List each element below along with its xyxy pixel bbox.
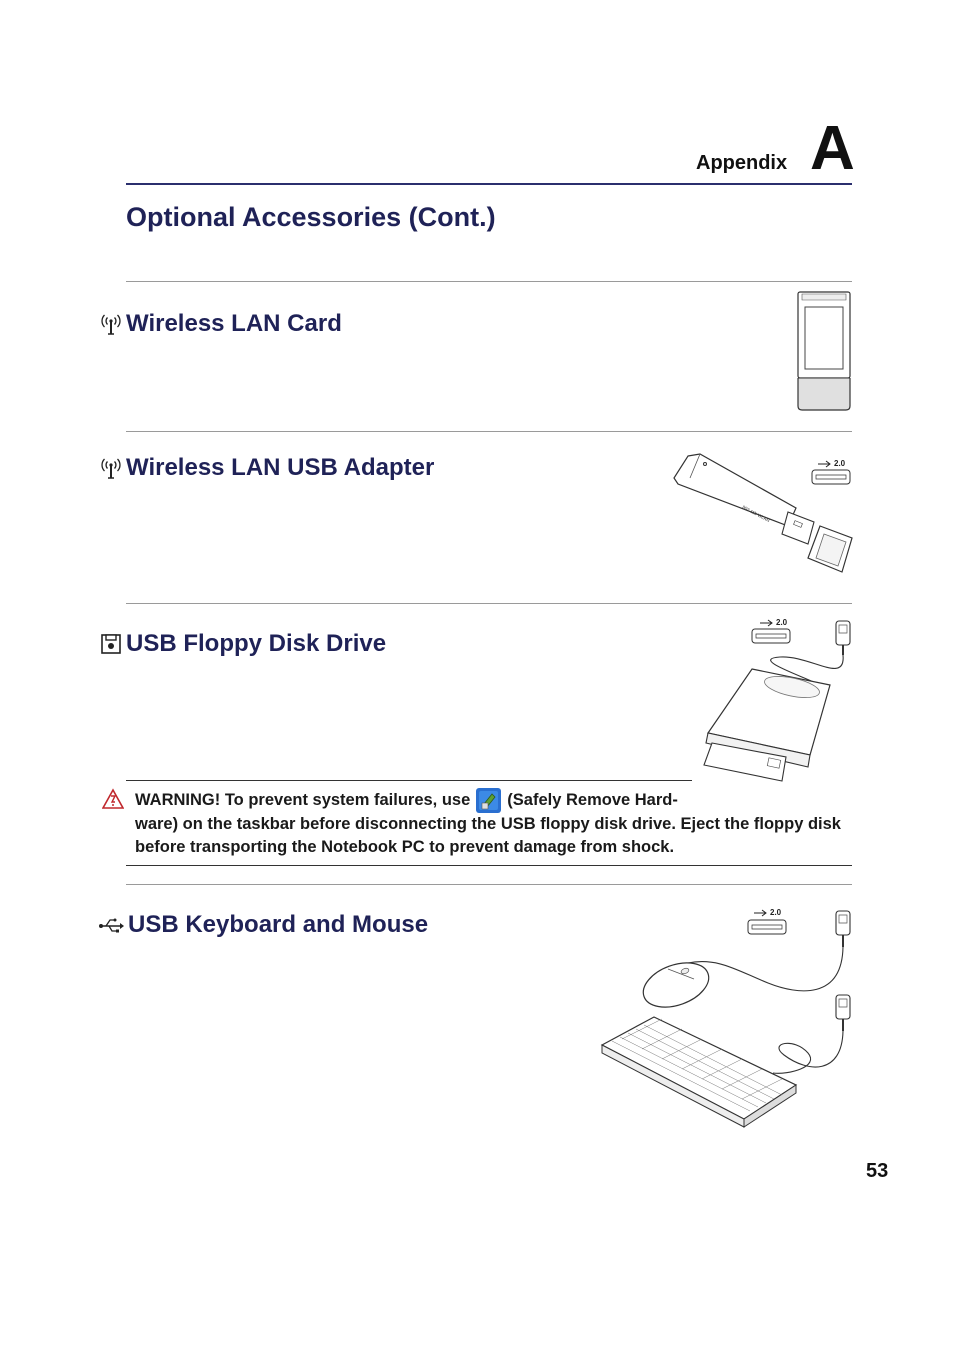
wireless-antenna-icon <box>100 457 122 479</box>
wireless-lan-card-illustration <box>796 290 854 414</box>
usb-floppy-drive-illustration <box>690 615 862 787</box>
header-rule <box>126 183 852 185</box>
appendix-letter: A <box>810 114 855 183</box>
section-title: USB Floppy Disk Drive <box>126 630 387 657</box>
section-title: Wireless LAN Card <box>126 310 342 337</box>
appendix-label: Appendix <box>696 152 788 174</box>
usb-port-badge <box>748 908 786 934</box>
warning-part3: ware) on the taskbar before disconnecting the USB floppy disk drive. Eject the floppy disk before transporting the Notebook PC to prevent damage from shock. <box>135 815 841 856</box>
warning-bottom-rule <box>126 865 852 866</box>
usb-icon <box>98 914 124 936</box>
warning-part1: WARNING! To prevent system failures, use <box>135 791 471 809</box>
section-heading-usb-floppy-disk-drive <box>100 630 386 658</box>
section-divider <box>126 431 852 432</box>
section-heading-wireless-lan-card <box>100 310 342 338</box>
page-number: 53 <box>866 1160 889 1182</box>
warning-part2: (Safely Remove Hard- <box>507 791 678 809</box>
usb-port-badge <box>752 618 790 643</box>
usb-version-label: 2.0 <box>834 459 846 468</box>
usb-adapter-illustration <box>670 450 856 576</box>
usb-port-badge <box>812 459 850 484</box>
warning-triangle-icon <box>102 788 124 810</box>
section-divider <box>126 603 852 604</box>
usb-version-label: 2.0 <box>776 618 788 627</box>
section-title: USB Keyboard and Mouse <box>128 911 429 938</box>
usb-keyboard-mouse-illustration <box>598 905 862 1153</box>
usb-version-label: 2.0 <box>770 908 782 917</box>
section-heading-wireless-lan-usb-adapter <box>100 454 434 482</box>
warning-text <box>135 788 850 859</box>
device-label: 802.11b WLAN <box>741 504 771 524</box>
floppy-disk-icon <box>100 633 122 655</box>
section-title: Wireless LAN USB Adapter <box>126 454 435 481</box>
warning-top-rule <box>126 780 692 781</box>
wireless-antenna-icon <box>100 313 122 335</box>
section-divider <box>126 281 852 282</box>
safely-remove-hardware-icon <box>476 788 501 813</box>
page-title: Optional Accessories (Cont.) <box>126 202 496 232</box>
section-heading-usb-keyboard-and-mouse <box>98 911 428 939</box>
section-divider <box>126 884 852 885</box>
